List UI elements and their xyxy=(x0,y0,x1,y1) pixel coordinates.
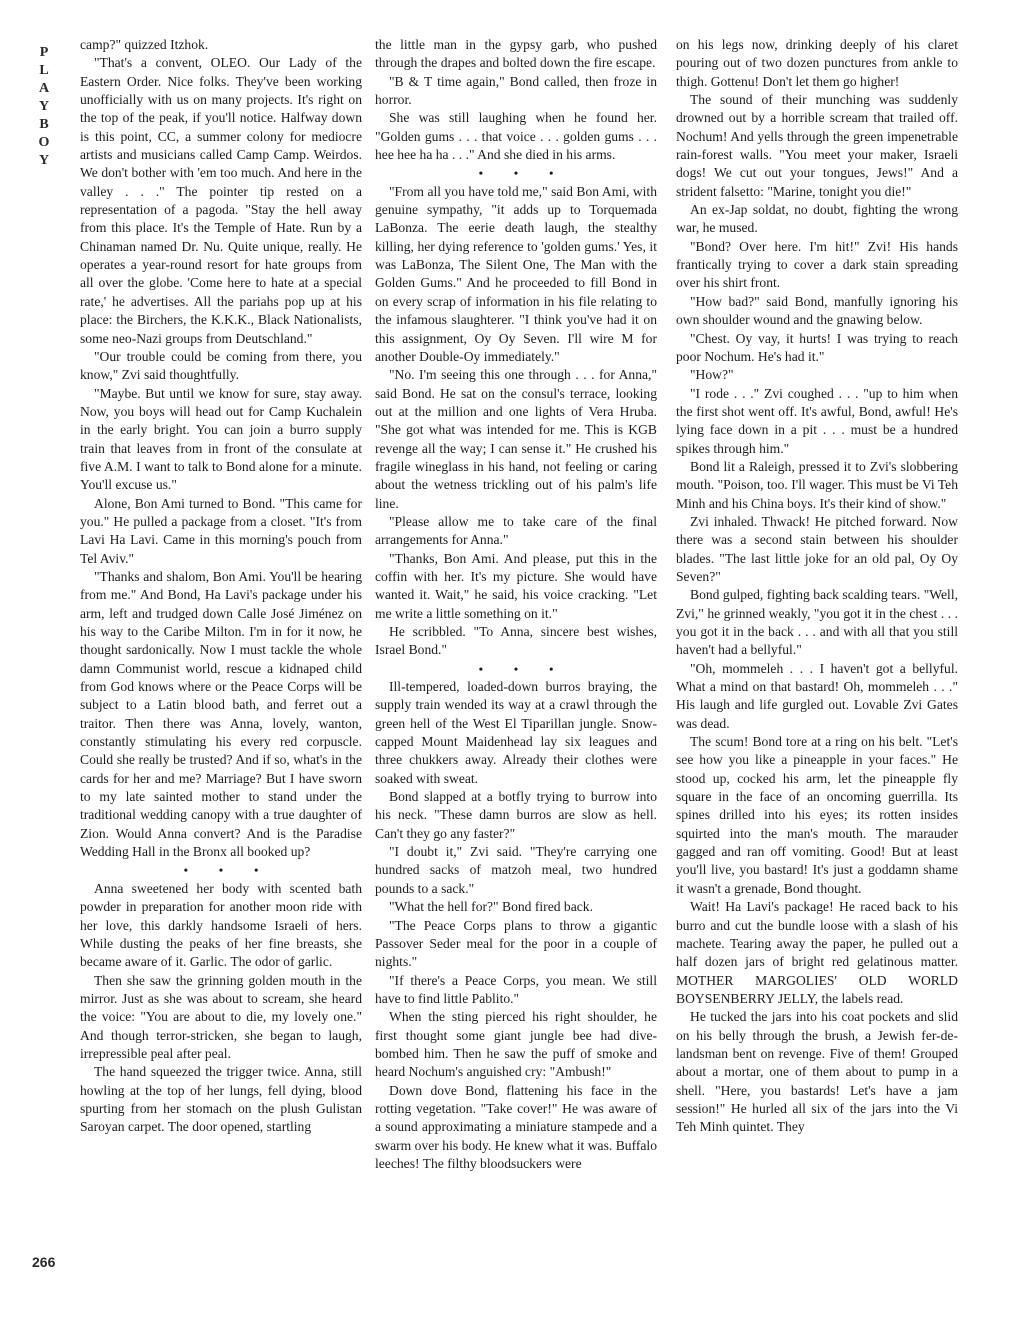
paragraph: "Oh, mommeleh . . . I haven't got a bellyful. What a mind on that bastard! Oh, mommeleh . . ." His laugh and life gurgled out. Lovable Zvi Gates was dead. xyxy=(676,660,958,731)
paragraph: "Bond? Over here. I'm hit!" Zvi! His hands frantically trying to cover a dark stain spreading over his shirt front. xyxy=(676,238,958,291)
paragraph: "Please allow me to take care of the final arrangements for Anna." xyxy=(375,513,657,548)
paragraph: camp?" quizzed Itzhok. xyxy=(80,37,209,52)
paragraph: "B & T time again," Bond called, then froze in horror. xyxy=(375,73,657,108)
paragraph: Bond slapped at a botfly trying to burrow into his neck. "These damn burros are slow as hell. Can't they go any faster?" xyxy=(375,789,657,841)
paragraph: "No. I'm seeing this one through . . . for Anna," said Bond. He sat on the consul's terrace, looking out at the million and one lights of Vera Hruba. "She got what was intended for me. This is KGB revenge all the way; I can sense it." He crushed his fragile wineglass in his hand, not feeling or caring about the wetness trickling out of his palm's life line. xyxy=(375,367,657,511)
paragraph: "If there's a Peace Corps, you mean. We still have to find little Pablito." xyxy=(375,972,657,1006)
paragraph: "How bad?" said Bond, manfully ignoring his own shoulder wound and the gnawing below. xyxy=(676,293,958,328)
page-number: 266 xyxy=(32,1254,56,1270)
text-column-1 xyxy=(80,36,362,1137)
paragraph: "I rode . . ." Zvi coughed . . . "up to him when the first shot went off. It's awful, Bond, awful! He's lying face down in a pit . . . must be a hundred spikes through him." xyxy=(676,385,958,456)
magazine-name-letter: P xyxy=(39,45,49,60)
paragraph: the little man in the gypsy garb, who pushed through the drapes and bolted down the fire escape. xyxy=(375,37,657,71)
magazine-name-letter: Y xyxy=(38,153,50,168)
paragraph: Bond lit a Raleigh, pressed it to Zvi's slobbering mouth. "Poison, too. I'll wager. This must be Vi Teh Minh and his China boys. It's their kind of show." xyxy=(676,458,958,511)
paragraph: She was still laughing when he found her. "Golden gums . . . that voice . . . golden gums . . . hee hee ha ha . . ." And she died in his arms. xyxy=(375,110,657,163)
section-break: • • • xyxy=(478,166,568,181)
paragraph: "From all you have told me," said Bon Ami, with genuine sympathy, "it adds up to Torquemada LaBonza. The eerie death laugh, the stealthy killing, her dying reference to 'golden gums.' Yes, it was LaBonza, The Silent One, The Man with the Golden Gums." And he proceeded to fill Bond in on every scrap of information in his file relating to the infamous slaughterer. "I think you've had it on this assignment, Oy Oy Seven. I'll wire M for another Double-Oy immediately." xyxy=(375,183,657,364)
paragraph: Zvi inhaled. Thwack! He pitched forward. Now there was a second stain between his shoulder blades. "The last little joke for an old pal, Oy Oy Seven?" xyxy=(676,513,958,584)
paragraph: "What the hell for?" Bond fired back. xyxy=(389,899,593,915)
paragraph: Wait! Ha Lavi's package! He raced back to his burro and cut the bundle loose with a slash of his machete. Tearing away the paper, he pulled out a half dozen jars of bright red gelatinous matter. MOTHER MARGOLIES' OLD WORLD BOYSENBERRY JELLY, the labels read. xyxy=(676,899,958,1006)
paragraph: "Maybe. But until we know for sure, stay away. Now, you boys will head out for Camp Kuchalein in the early bright. You can join a burro supply train that leaves from in front of the consulate at five A.M. I want to talk to Bond alone for a minute. You'll excuse us." xyxy=(80,385,362,493)
magazine-name-letter: L xyxy=(39,63,49,78)
magazine-name-letter: B xyxy=(39,117,49,132)
text-column-2 xyxy=(375,36,657,1173)
paragraph: Down dove Bond, flattening his face in the rotting vegetation. "Take cover!" He was aware of a sound approximating a miniature stampede and a swarm over his body. He knew what it was. Buffalo leeches! The filthy bloodsuckers were xyxy=(375,1082,657,1171)
paragraph: Bond gulped, fighting back scalding tears. "Well, Zvi," he grinned weakly, "you got it in the chest . . . you got it in the back . . . and with all that you still haven't had a bellyful." xyxy=(676,587,958,658)
paragraph: He scribbled. "To Anna, sincere best wishes, Israel Bond." xyxy=(375,624,657,658)
section-break: • • • xyxy=(478,661,568,676)
magazine-name-vertical xyxy=(30,44,58,170)
magazine-name-letter: A xyxy=(38,81,50,96)
magazine-name-letter: Y xyxy=(38,99,50,114)
paragraph: When the sting pierced his right shoulder, he first thought some giant jungle bee had dive-bombed him. Then he saw the puff of smoke and heard Nochum's anguished cry: "Ambush!" xyxy=(375,1009,657,1080)
paragraph: "Thanks, Bon Ami. And please, put this in the coffin with her. It's my picture. She would have wanted it. Wait," he said, his voice cracking. "Let me write a little something on it." xyxy=(375,550,657,621)
section-break: • • • xyxy=(183,863,273,878)
paragraph: He tucked the jars into his coat pockets and slid on his belly through the brush, a Jewish fer-de-landsman bent on revenge. Five of them! Grouped about a mortar, one of them about to pump in a shell. "Here, you bastards! Let's have a jam session!" He hurled all six of the jars into the Vi Teh Minh quintet. They xyxy=(676,1009,958,1135)
paragraph: The hand squeezed the trigger twice. Anna, still howling at the top of her lungs, fell dying, blood spurting from her stomach on the plush Gulistan Saroyan carpet. The door opened, startling xyxy=(80,1064,362,1135)
paragraph: The sound of their munching was suddenly drowned out by a horrible scream that trailed off. Nochum! And yells through the green impenetrable rain-forest walls. "You meet your maker, Israeli dogs! We cut out your tongues, Jews!" And a strident falsetto: "Marine, tonight you die!" xyxy=(676,92,958,199)
paragraph: Anna sweetened her body with scented bath powder in preparation for another moon ride with her love, this darkly handsome Israeli of hers. While dusting the peaks of her fine breasts, she became aware of it. Garlic. The odor of garlic. xyxy=(80,880,362,970)
paragraph: Then she saw the grinning golden mouth in the mirror. Just as she was about to scream, she heard the voice: "You are about to die, my lovely one." And though terror-stricken, she began to laugh, irrepressible peal after peal. xyxy=(80,972,362,1061)
paragraph: "That's a convent, OLEO. Our Lady of the Eastern Order. Nice folks. They've been working unofficially with us on many projects. It's right on the top of the peak, if you'll notice. Halfway down is this point, CC, a summer colony for mediocre artists and musicians called Camp Camp. Weirdos. We don't bother with 'em too much. And here in the valley . . ." The pointer tip rested on a representation of a pagoda. "Stay the hell away from this place. It's the Temple of Hate. Run by a Chinaman named Dr. Nu. Quite unique, really. He operates a year-round resort for hate groups from all over the globe. 'Come here to hate at a special rate,' he advertises. All the pariahs pop up at his place: the Birchers, the K.K.K., Black Nationalists, some neo-Nazi groups from Deutschland." xyxy=(80,55,362,346)
paragraph: on his legs now, drinking deeply of his claret pouring out of two dozen punctures from ankle to thigh. Gottenu! Don't let them go higher! xyxy=(676,37,958,89)
paragraph: Alone, Bon Ami turned to Bond. "This came for you." He pulled a package from a closet. "It's from Lavi Ha Lavi. Came in this morning's pouch from Tel Aviv." xyxy=(80,495,362,566)
paragraph: "Chest. Oy vay, it hurts! I was trying to reach poor Nochum. He's had it." xyxy=(676,330,958,364)
paragraph: "The Peace Corps plans to throw a gigantic Passover Seder meal for the poor in a couple of nights." xyxy=(375,917,657,970)
paragraph: "Our trouble could be coming from there, you know," Zvi said thoughtfully. xyxy=(80,348,362,383)
magazine-name-letter: O xyxy=(38,135,50,150)
paragraph: "I doubt it," Zvi said. "They're carrying one hundred sacks of matzoh meal, two hundred pounds to a sack." xyxy=(375,844,657,896)
paragraph: The scum! Bond tore at a ring on his belt. "Let's see how you like a pineapple in your faces." He stood up, cocked his arm, let the pineapple fly square in the face of an oncoming guerrilla. Its spines drilled into his eyes; its rotten insides squirted into the man's mouth. The marauder gagged and ran off vomiting. Good! But at least you'll live, you bastard! It's just a goddamn shame it wasn't a grenade, Bond thought. xyxy=(676,734,958,896)
paragraph: Ill-tempered, loaded-down burros braying, the supply train wended its way at a crawl through the green hell of the West El Tiparillan jungle. Snow-capped Mount Maidenhead lay six leagues and three chukkers away. Already their clothes were soaked with sweat. xyxy=(375,679,657,786)
paragraph: An ex-Jap soldat, no doubt, fighting the wrong war, he mused. xyxy=(676,202,958,236)
paragraph: "How?" xyxy=(690,367,734,383)
text-column-3 xyxy=(676,36,958,1137)
paragraph: "Thanks and shalom, Bon Ami. You'll be hearing from me." And Bond, Ha Lavi's package under his arm, left and trudged down Calle José Jiménez on his way to the Caribe Milton. I'm in for it now, he thought sardonically. Now I must tackle the whole damn Communist world, rescue a kidnaped child from God knows where or the Peace Corps will be subject to a Latin blood bath, and ferret out a traitor. Then there was Anna, lovely, wanton, constantly stimulating his every red corpuscle. Could she really be trusted? And if so, what's in the cards for her and me? Marriage? But I have sworn to my late sainted mother to stand under the traditional wedding canopy with a true daughter of Zion. Would Anna convert? And is the Paradise Wedding Hall in the Bronx all booked up? xyxy=(80,568,362,860)
